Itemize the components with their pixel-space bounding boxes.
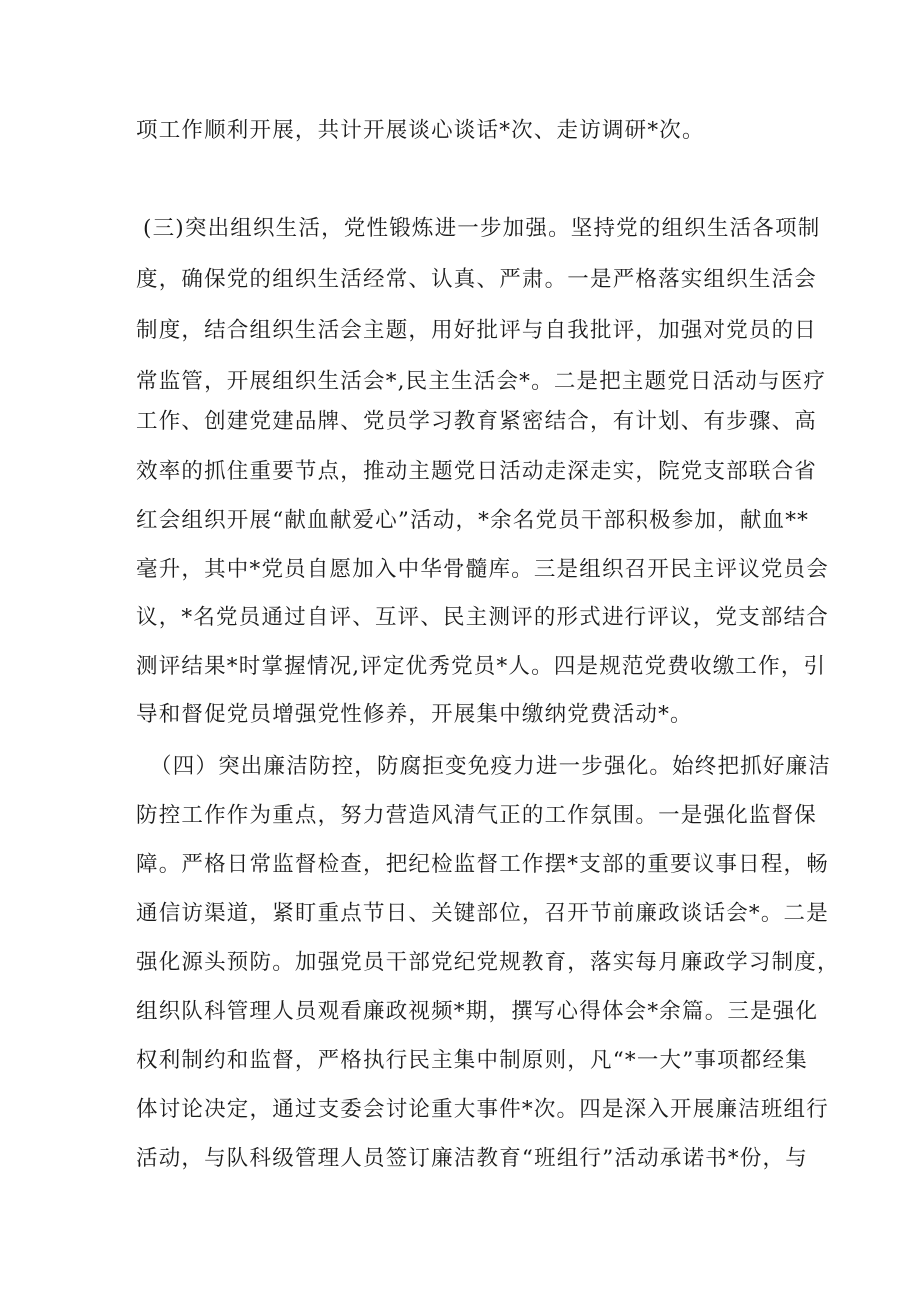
text-line-17: 强化源头预防。加强党员干部党纪党规教育，落实每月廉政学习制度， [136,950,840,975]
text-line-8: 红会组织开展“献血献爱心”活动，*余名党员干部积极参加，献血** [136,508,810,533]
text-line-10: 议，*名党员通过自评、互评、民主测评的形式进行评议，党支部结合 [136,605,829,630]
text-line-11: 测评结果*时掌握情况,评定优秀党员*人。四是规范党费收缴工作，引 [136,654,827,679]
text-line-9: 毫升，其中*党员自愿加入中华骨髓库。三是组织召开民主评议党员会 [136,557,829,582]
text-line-21: 活动，与队科级管理人员签订廉洁教育“班组行”活动承诺书*份，与 [136,1146,808,1171]
text-line-7: 效率的抓住重要节点，推动主题党日活动走深走实，院党支部联合省 [136,459,818,484]
text-line-1: 项工作顺利开展，共计开展谈心谈话*次、走访调研*次。 [136,118,705,143]
text-line-19: 权利制约和监督，严格执行民主集中制原则，凡“*一大”事项都经集 [136,1048,808,1073]
text-line-15: 障。严格日常监督检查，把纪检监督工作摆*支部的重要议事日程，畅 [136,852,829,877]
text-line-12: 导和督促党员增强党性修养，开展集中缴纳党费活动*。 [136,702,693,727]
text-line-5: 常监管，开展组织生活会*,民主生活会*。二是把主题党日活动与医疗 [136,369,827,394]
text-line-4: 制度，结合组织生活会主题，用好批评与自我批评，加强对党员的日 [136,318,818,343]
text-line-3: 度，确保党的组织生活经常、认真、严肃。一是严格落实组织生活会 [136,267,818,292]
text-line-13: （四）突出廉洁防控，防腐拒变免疫力进一步强化。始终把抓好廉洁 [150,754,832,779]
text-line-2: (三)突出组织生活，党性锻炼进一步加强。坚持党的组织生活各项制 [143,216,821,241]
text-line-6: 工作、创建党建品牌、党员学习教育紧密结合，有计划、有步骤、高 [136,409,818,434]
text-line-14: 防控工作作为重点，努力营造风清气正的工作氛围。一是强化监督保 [136,803,818,828]
text-line-20: 体讨论决定，通过支委会讨论重大事件*次。四是深入开展廉洁班组行 [136,1097,829,1122]
text-line-18: 组织队科管理人员观看廉政视频*期，撰写心得体会*余篇。三是强化 [136,999,819,1024]
text-line-16: 通信访渠道，紧盯重点节日、关键部位，召开节前廉政谈话会*。二是 [136,901,829,926]
